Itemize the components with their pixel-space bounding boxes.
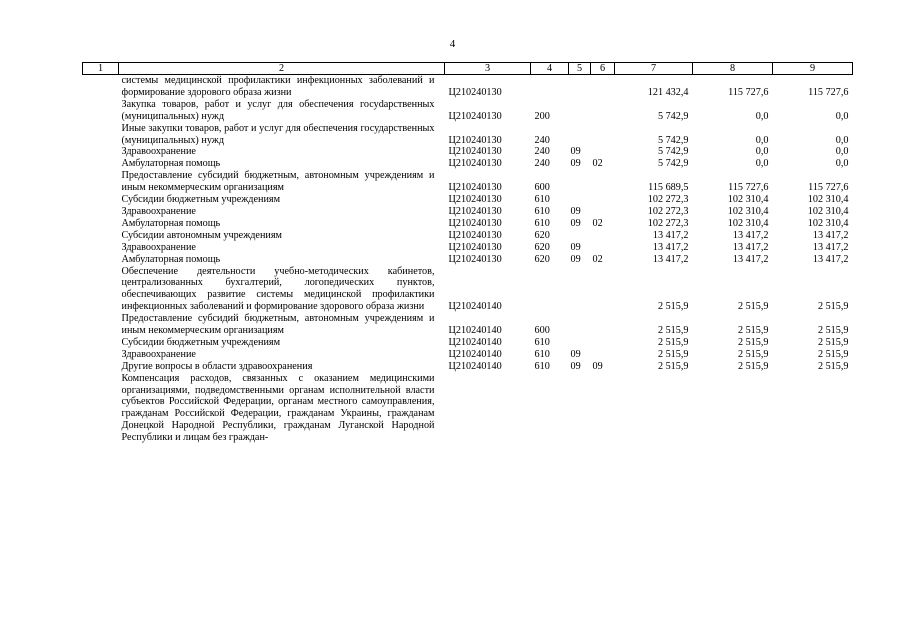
- empty-cell: [83, 254, 119, 266]
- row-subsection-cell: [591, 206, 615, 218]
- row-subsection-cell: 02: [592, 217, 603, 229]
- header-cell-1: 1: [83, 63, 119, 75]
- row-value-col8: 115 727,6: [728, 86, 769, 98]
- row-code-cell: Ц210240140: [448, 301, 502, 313]
- header-cell-8: 8: [693, 63, 773, 75]
- table-row: [83, 75, 853, 99]
- row-value-col7: [615, 373, 693, 444]
- row-expense-type-cell: 610: [534, 194, 550, 206]
- row-expense-type-cell: 620: [534, 241, 550, 253]
- row-value-col7: 102 272,3: [647, 205, 689, 217]
- row-value-col7: 5 742,9: [657, 134, 689, 146]
- row-value-col7: 5 742,9: [657, 158, 689, 170]
- row-name-cell: Компенсация расходов, связанных с оказанием медицинскими организациями, подведомственными органам исполнительной власти субъектов Российской Федерации, органам местного самоуправления, гражданам Российской Федерации, гражданам Украины, гражданам Донецкой Народной Республики, гражданам Луганской Народной Республики и лицам без граждан-: [121, 372, 435, 444]
- header-row: [83, 63, 853, 75]
- row-value-col9: 2 515,9: [817, 336, 849, 348]
- header-cell-4: 4: [531, 63, 569, 75]
- header-cell-6: 6: [591, 63, 615, 75]
- row-value-col9: 115 727,6: [808, 182, 849, 194]
- header-cell-7: 7: [615, 63, 693, 75]
- row-value-col8: 2 515,9: [737, 360, 769, 372]
- row-subsection-cell: 02: [592, 253, 603, 265]
- row-section-cell: 09: [570, 360, 581, 372]
- empty-cell: [83, 313, 119, 337]
- row-value-col9: 13 417,2: [812, 229, 849, 241]
- row-expense-type-cell: 610: [534, 205, 550, 217]
- row-subsection-cell: [591, 123, 615, 147]
- row-value-col9: 102 310,4: [807, 217, 849, 229]
- table-row: [83, 206, 853, 218]
- table-header: [83, 63, 853, 75]
- row-code-cell: [445, 373, 531, 444]
- row-section-cell: 09: [570, 241, 581, 253]
- row-value-col8: 2 515,9: [737, 336, 769, 348]
- row-value-col9: 115 727,6: [808, 86, 849, 98]
- row-value-col8: 2 515,9: [737, 301, 769, 313]
- row-value-col7: 13 417,2: [652, 229, 689, 241]
- row-value-col9: 2 515,9: [817, 360, 849, 372]
- row-subsection-cell: [591, 146, 615, 158]
- row-value-col8: 2 515,9: [737, 348, 769, 360]
- row-name-cell: Здравоохранение: [121, 241, 196, 253]
- row-name-cell: Предоставление субсидий бюджетным, автономным учреждениям и иным некоммерческим организациям: [121, 313, 435, 337]
- row-value-col8: 0,0: [755, 134, 769, 146]
- row-code-cell: Ц210240130: [448, 134, 502, 146]
- header-cell-5: 5: [569, 63, 591, 75]
- table-row: [83, 99, 853, 123]
- row-expense-type-cell: [531, 266, 569, 314]
- row-name-cell: Амбулаторная помощь: [121, 217, 221, 229]
- row-code-cell: Ц210240140: [448, 325, 502, 337]
- row-code-cell: Ц210240130: [448, 86, 502, 98]
- row-code-cell: Ц210240130: [448, 217, 502, 229]
- row-name-cell: Обеспечение деятельности учебно-методических кабинетов, централизованных бухгалтерий, логопедических пунктов, обеспечивающих развитие системы медицинской профилактики инфекционных заболеваний и формирование здорового образа жизни: [121, 265, 435, 313]
- row-expense-type-cell: 600: [534, 325, 550, 337]
- row-value-col7: 13 417,2: [652, 241, 689, 253]
- row-subsection-cell: [591, 194, 615, 206]
- row-name-cell: Субсидии бюджетным учреждениям: [121, 194, 281, 206]
- empty-cell: [83, 75, 119, 99]
- row-name-cell: Здравоохранение: [121, 348, 196, 360]
- table-row: [83, 361, 853, 373]
- row-expense-type-cell: 620: [534, 253, 550, 265]
- table-body: [83, 75, 853, 445]
- row-section-cell: 09: [570, 217, 581, 229]
- row-name-cell: Закупка товаров, работ и услуг для обеспечения госуdарственных (муниципальных) нужд: [121, 98, 435, 122]
- row-subsection-cell: [591, 313, 615, 337]
- row-value-col8: 102 310,4: [727, 217, 769, 229]
- row-expense-type-cell: 240: [534, 146, 550, 158]
- row-code-cell: Ц210240130: [448, 158, 502, 170]
- header-cell-3: 3: [445, 63, 531, 75]
- row-value-col9: 13 417,2: [812, 253, 849, 265]
- row-value-col7: 2 515,9: [657, 325, 689, 337]
- row-value-col7: 121 432,4: [647, 86, 689, 98]
- row-name-cell: Субсидии автономным учреждениям: [121, 229, 282, 241]
- row-expense-type-cell: 200: [534, 110, 550, 122]
- row-subsection-cell: 02: [592, 158, 603, 170]
- row-code-cell: Ц210240130: [448, 146, 502, 158]
- row-value-col8: 2 515,9: [737, 325, 769, 337]
- row-value-col7: 5 742,9: [657, 110, 689, 122]
- row-value-col9: 0,0: [835, 158, 849, 170]
- row-value-col7: 5 742,9: [657, 146, 689, 158]
- row-value-col9: 102 310,4: [807, 194, 849, 206]
- row-value-col8: 13 417,2: [732, 253, 769, 265]
- row-expense-type-cell: 610: [534, 360, 550, 372]
- row-expense-type-cell: 600: [534, 182, 550, 194]
- row-section-cell: [569, 373, 591, 444]
- row-expense-type-cell: 610: [534, 217, 550, 229]
- budget-table: [82, 62, 853, 444]
- page-number: 4: [449, 38, 456, 50]
- row-name-cell: системы медицинской профилактики инфекционных заболеваний и формирование здорового образа жизни: [121, 75, 435, 98]
- row-value-col7: 2 515,9: [657, 301, 689, 313]
- empty-cell: [83, 206, 119, 218]
- row-value-col9: 0,0: [835, 134, 849, 146]
- table-row: [83, 337, 853, 349]
- row-name-cell: Амбулаторная помощь: [121, 158, 221, 170]
- table-row: [83, 349, 853, 361]
- row-section-cell: [569, 194, 591, 206]
- row-section-cell: [569, 313, 591, 337]
- row-value-col8: 102 310,4: [727, 205, 769, 217]
- row-section-cell: [569, 170, 591, 194]
- empty-cell: [83, 349, 119, 361]
- table-row: [83, 266, 853, 314]
- row-code-cell: Ц210240130: [448, 241, 502, 253]
- row-name-cell: Здравоохранение: [121, 205, 196, 217]
- row-name-cell: Другие вопросы в области здравоохранения: [121, 360, 313, 372]
- row-expense-type-cell: 620: [534, 229, 550, 241]
- empty-cell: [83, 361, 119, 373]
- empty-cell: [83, 146, 119, 158]
- row-section-cell: 09: [570, 253, 581, 265]
- empty-cell: [83, 123, 119, 147]
- row-section-cell: [569, 266, 591, 314]
- row-section-cell: 09: [570, 158, 581, 170]
- row-name-cell: Здравоохранение: [121, 146, 196, 158]
- row-value-col9: 2 515,9: [817, 325, 849, 337]
- table-row: [83, 313, 853, 337]
- row-name-cell: Амбулаторная помощь: [121, 253, 221, 265]
- table-row: [83, 230, 853, 242]
- row-value-col8: 0,0: [755, 158, 769, 170]
- row-code-cell: Ц210240130: [448, 253, 502, 265]
- row-subsection-cell: [591, 337, 615, 349]
- empty-cell: [83, 337, 119, 349]
- empty-cell: [83, 242, 119, 254]
- row-subsection-cell: 09: [592, 360, 603, 372]
- row-expense-type-cell: [531, 373, 569, 444]
- row-value-col8: 115 727,6: [728, 182, 769, 194]
- row-section-cell: 09: [570, 205, 581, 217]
- row-subsection-cell: [591, 242, 615, 254]
- row-expense-type-cell: 240: [534, 158, 550, 170]
- table-row: [83, 146, 853, 158]
- table-row: [83, 218, 853, 230]
- empty-cell: [83, 230, 119, 242]
- row-value-col9: 13 417,2: [812, 241, 849, 253]
- row-code-cell: Ц210240140: [448, 336, 502, 348]
- row-section-cell: [569, 123, 591, 147]
- table-row: [83, 373, 853, 444]
- row-code-cell: Ц210240130: [448, 229, 502, 241]
- row-value-col9: [773, 373, 853, 444]
- row-section-cell: [569, 99, 591, 123]
- table-row: [83, 123, 853, 147]
- row-subsection-cell: [591, 99, 615, 123]
- row-expense-type-cell: 610: [534, 336, 550, 348]
- row-value-col8: [693, 373, 773, 444]
- row-subsection-cell: [591, 75, 615, 99]
- empty-cell: [83, 158, 119, 170]
- row-expense-type-cell: 240: [534, 134, 550, 146]
- row-value-col8: 0,0: [755, 110, 769, 122]
- row-code-cell: Ц210240130: [448, 194, 502, 206]
- row-value-col7: 102 272,3: [647, 194, 689, 206]
- table-row: [83, 242, 853, 254]
- row-code-cell: Ц210240140: [448, 348, 502, 360]
- row-code-cell: Ц210240130: [448, 182, 502, 194]
- row-value-col8: 0,0: [755, 146, 769, 158]
- row-value-col9: 0,0: [835, 146, 849, 158]
- row-expense-type-cell: 610: [534, 348, 550, 360]
- table-row: [83, 170, 853, 194]
- row-value-col9: 2 515,9: [817, 348, 849, 360]
- empty-cell: [83, 194, 119, 206]
- table-row: [83, 194, 853, 206]
- empty-cell: [83, 170, 119, 194]
- row-value-col8: 13 417,2: [732, 229, 769, 241]
- row-section-cell: 09: [570, 348, 581, 360]
- row-subsection-cell: [591, 349, 615, 361]
- empty-cell: [83, 373, 119, 444]
- row-section-cell: [569, 337, 591, 349]
- row-subsection-cell: [591, 373, 615, 444]
- row-code-cell: Ц210240130: [448, 205, 502, 217]
- table-row: [83, 158, 853, 170]
- row-value-col7: 2 515,9: [657, 336, 689, 348]
- header-cell-9: 9: [773, 63, 853, 75]
- row-value-col7: 2 515,9: [657, 348, 689, 360]
- row-code-cell: Ц210240140: [448, 360, 502, 372]
- row-value-col7: 13 417,2: [652, 253, 689, 265]
- row-value-col9: 0,0: [835, 110, 849, 122]
- row-name-cell: Субсидии бюджетным учреждениям: [121, 336, 281, 348]
- row-value-col8: 102 310,4: [727, 194, 769, 206]
- row-subsection-cell: [591, 266, 615, 314]
- row-value-col9: 102 310,4: [807, 205, 849, 217]
- table-row: [83, 254, 853, 266]
- row-value-col7: 102 272,3: [647, 217, 689, 229]
- row-expense-type-cell: [531, 75, 569, 99]
- header-cell-2: 2: [119, 63, 445, 75]
- row-section-cell: [569, 230, 591, 242]
- row-value-col7: 115 689,5: [648, 182, 689, 194]
- row-value-col7: 2 515,9: [657, 360, 689, 372]
- empty-cell: [83, 218, 119, 230]
- row-value-col9: 2 515,9: [817, 301, 849, 313]
- row-section-cell: [569, 75, 591, 99]
- row-value-col8: 13 417,2: [732, 241, 769, 253]
- row-code-cell: Ц210240130: [448, 110, 502, 122]
- row-name-cell: Предоставление субсидий бюджетным, автономным учреждениям и иным некоммерческим организациям: [121, 170, 435, 194]
- empty-cell: [83, 266, 119, 314]
- row-subsection-cell: [591, 170, 615, 194]
- row-subsection-cell: [591, 230, 615, 242]
- row-name-cell: Иные закупки товаров, работ и услуг для обеспечения государственных (муниципальных) нужд: [121, 122, 435, 146]
- row-section-cell: 09: [570, 146, 581, 158]
- empty-cell: [83, 99, 119, 123]
